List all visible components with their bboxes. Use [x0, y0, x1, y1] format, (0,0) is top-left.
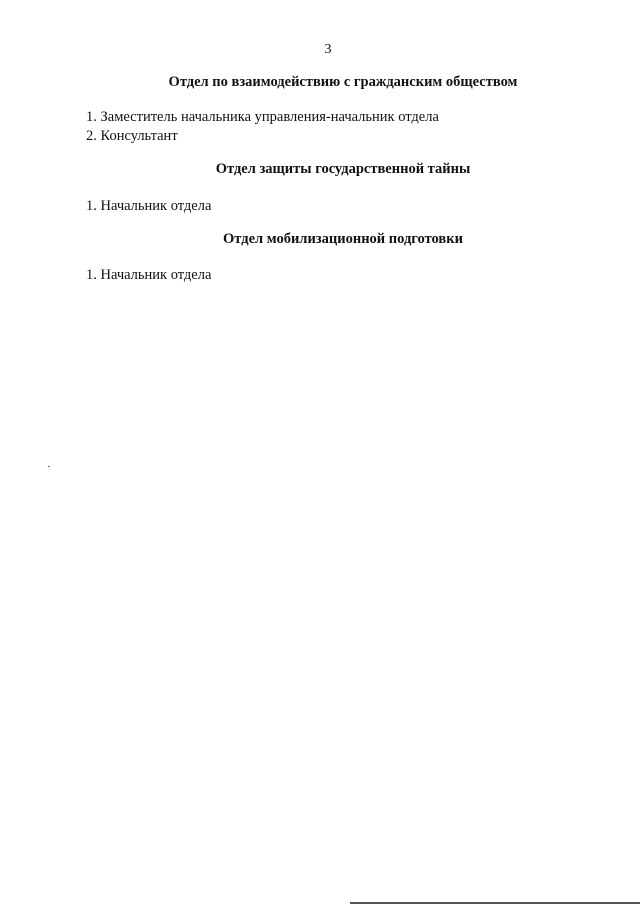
- section-heading-civil-society: Отдел по взаимодействию с гражданским обществом: [168, 74, 518, 90]
- scan-bottom-edge: [350, 902, 640, 904]
- list-item: 1. Начальник отдела: [86, 198, 212, 214]
- page-number: 3: [324, 42, 332, 57]
- list-item: 1. Заместитель начальника управления-начальник отдела: [86, 109, 439, 125]
- section-heading-state-secret: Отдел защиты государственной тайны: [215, 161, 471, 177]
- list-item: 1. Начальник отдела: [86, 267, 212, 283]
- list-item: 2. Консультант: [86, 128, 178, 144]
- scan-artifact: [48, 466, 50, 467]
- section-heading-mobilization: Отдел мобилизационной подготовки: [223, 231, 463, 247]
